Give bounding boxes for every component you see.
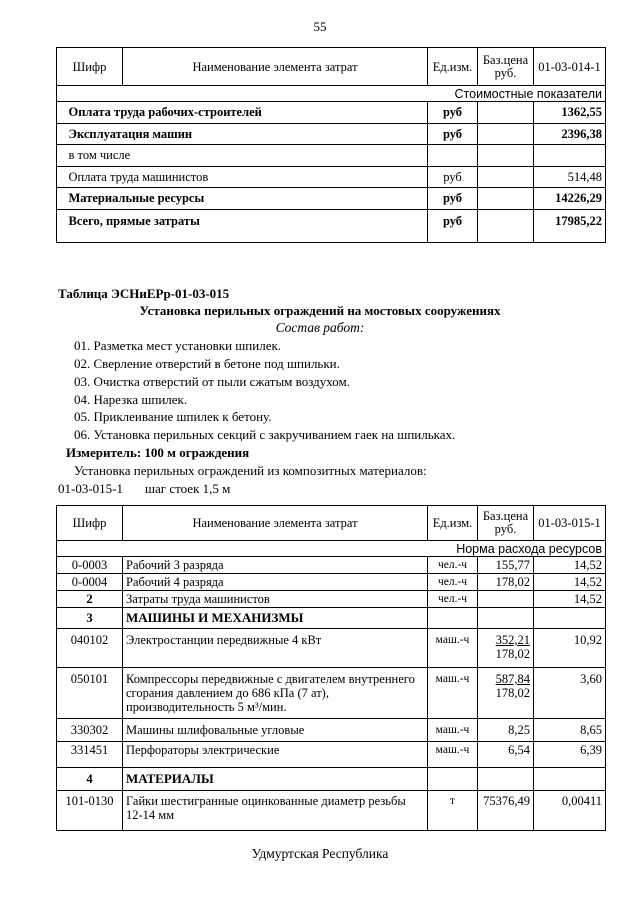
works-heading: Состав работ: — [275, 320, 365, 335]
row-code: 050101 — [57, 668, 123, 719]
row-unit: маш.-ч — [428, 668, 478, 719]
row-value: 2396,38 — [534, 123, 606, 145]
row-price — [478, 591, 534, 608]
row-unit: чел.-ч — [428, 574, 478, 591]
row-code: 0-0004 — [57, 574, 123, 591]
header-unit: Ед.изм. — [428, 506, 478, 541]
header-code: Шифр — [57, 506, 123, 541]
row-unit: маш.-ч — [428, 719, 478, 742]
row-qty: 6,39 — [534, 742, 606, 768]
row-code: 0-0003 — [57, 557, 123, 574]
subheader-text: Норма расхода ресурсов — [57, 541, 606, 557]
header-name: Наименование элемента затрат — [123, 48, 428, 86]
work-item: 03. Очистка отверстий от пыли сжатым воздухом. — [74, 374, 350, 389]
header-code: Шифр — [57, 48, 123, 86]
row-price — [478, 608, 534, 629]
row-code: 2 — [57, 591, 123, 608]
row-name: Затраты труда машинистов — [123, 591, 428, 608]
row-price-primary: 352,21 — [495, 633, 530, 647]
header-price — [478, 48, 534, 86]
meter-label: Измеритель: 100 м ограждения — [66, 445, 250, 460]
header-price-line1: Баз.цена — [482, 509, 529, 523]
table-row — [57, 188, 606, 210]
row-name: Эксплуатация машин — [69, 123, 374, 145]
header-unit: Ед.изм. — [428, 48, 478, 86]
header-price-line2: руб. — [494, 65, 517, 80]
table-row — [57, 591, 606, 608]
row-name: Машины шлифовальные угловые — [123, 719, 428, 742]
header-name: Наименование элемента затрат — [123, 506, 428, 541]
row-qty — [534, 768, 606, 791]
row-value — [534, 145, 606, 167]
header-rate-code: 01-03-015-1 — [534, 506, 606, 541]
row-name: Оплата труда машинистов — [69, 166, 374, 188]
table-row — [57, 791, 606, 831]
row-value: 14226,29 — [534, 188, 606, 210]
variant-code: 01-03-015-1 — [58, 481, 123, 496]
row-name: Перфораторы электрические — [123, 742, 428, 768]
row-name: Компрессоры передвижные с двигателем внутреннего сгорания давлением до 686 кПа (7 ат), производительность 5 м³/мин. — [123, 668, 428, 719]
table-row — [57, 742, 606, 768]
row-name: Электростанции передвижные 4 кВт — [123, 629, 428, 668]
row-unit: маш.-ч — [428, 742, 478, 768]
footer-region: Удмуртская Республика — [251, 846, 389, 861]
row-code: 331451 — [57, 742, 123, 768]
row-price-primary: 587,84 — [495, 672, 530, 686]
row-qty — [534, 608, 606, 629]
row-price-secondary: 178,02 — [495, 686, 530, 700]
work-item: 02. Сверление отверстий в бетоне под шпильки. — [74, 356, 340, 371]
table-row — [57, 123, 606, 145]
subheader-text: Стоимостные показатели — [57, 86, 606, 102]
row-price — [478, 629, 534, 668]
row-code: 4 — [57, 768, 123, 791]
row-value: 514,48 — [534, 166, 606, 188]
row-price-secondary: 178,02 — [495, 647, 530, 661]
description: Установка перильных ограждений из композитных материалов: — [74, 463, 427, 478]
row-price: 6,54 — [478, 742, 534, 768]
row-qty: 8,65 — [534, 719, 606, 742]
row-unit: руб — [428, 123, 478, 145]
table-label: Таблица ЭСНиЕРр-01-03-015 — [58, 286, 230, 301]
table-header — [57, 506, 606, 541]
work-item: 05. Приклеивание шпилек к бетону. — [74, 409, 272, 424]
cost-indicators-table — [56, 47, 606, 243]
row-name: Оплата труда рабочих-строителей — [69, 102, 374, 124]
table-row — [57, 557, 606, 574]
row-name: в том числе — [69, 145, 374, 167]
row-name: Рабочий 4 разряда — [123, 574, 428, 591]
header-price — [478, 506, 534, 541]
table-header — [57, 48, 606, 86]
row-name: Гайки шестигранные оцинкованные диаметр резьбы 12-14 мм — [123, 791, 428, 831]
row-qty: 0,00411 — [534, 791, 606, 831]
row-unit: руб — [428, 209, 478, 242]
table-row — [57, 166, 606, 188]
row-qty: 14,52 — [534, 591, 606, 608]
work-item: 06. Установка перильных секций с закручиванием гаек на шпильках. — [74, 427, 456, 442]
page-number: 55 — [313, 19, 327, 34]
work-item: 04. Нарезка шпилек. — [74, 392, 188, 407]
header-price-line2: руб. — [494, 522, 517, 536]
table-row — [57, 719, 606, 742]
row-unit — [428, 768, 478, 791]
row-name: МАТЕРИАЛЫ — [123, 768, 428, 791]
table-row — [57, 608, 606, 629]
resource-norms-table — [56, 505, 606, 831]
work-item: 01. Разметка мест установки шпилек. — [74, 338, 282, 353]
table-row — [57, 768, 606, 791]
row-unit — [428, 608, 478, 629]
table-row — [57, 209, 606, 242]
section-title: Установка перильных ограждений на мостовых сооружениях — [139, 303, 501, 318]
row-unit: руб — [428, 188, 478, 210]
row-code: 040102 — [57, 629, 123, 668]
row-price — [478, 668, 534, 719]
row-unit: т — [428, 791, 478, 831]
row-price: 178,02 — [478, 574, 534, 591]
row-price — [478, 768, 534, 791]
row-name: Рабочий 3 разряда — [123, 557, 428, 574]
row-code: 3 — [57, 608, 123, 629]
row-value: 17985,22 — [534, 209, 606, 242]
table-row — [57, 668, 606, 719]
table-row — [57, 145, 606, 167]
table-row — [57, 574, 606, 591]
row-unit: руб — [428, 166, 478, 188]
row-unit — [428, 145, 478, 167]
row-qty: 14,52 — [534, 557, 606, 574]
header-rate-code: 01-03-014-1 — [534, 48, 606, 86]
table-row — [57, 629, 606, 668]
row-unit: чел.-ч — [428, 557, 478, 574]
row-price: 8,25 — [478, 719, 534, 742]
row-price: 75376,49 — [478, 791, 534, 831]
row-qty: 14,52 — [534, 574, 606, 591]
row-value: 1362,55 — [534, 102, 606, 124]
table-subheader — [57, 541, 606, 557]
row-price: 155,77 — [478, 557, 534, 574]
row-unit: маш.-ч — [428, 629, 478, 668]
row-unit: чел.-ч — [428, 591, 478, 608]
header-price-line1: Баз.цена — [482, 52, 529, 67]
row-qty: 10,92 — [534, 629, 606, 668]
row-code: 101-0130 — [57, 791, 123, 831]
row-name: Материальные ресурсы — [69, 188, 374, 210]
row-name: Всего, прямые затраты — [69, 209, 374, 242]
row-qty: 3,60 — [534, 668, 606, 719]
table-row — [57, 102, 606, 124]
row-code: 330302 — [57, 719, 123, 742]
table-subheader — [57, 86, 606, 102]
variant-text: шаг стоек 1,5 м — [145, 481, 231, 496]
row-name: МАШИНЫ И МЕХАНИЗМЫ — [123, 608, 428, 629]
row-unit: руб — [428, 102, 478, 124]
